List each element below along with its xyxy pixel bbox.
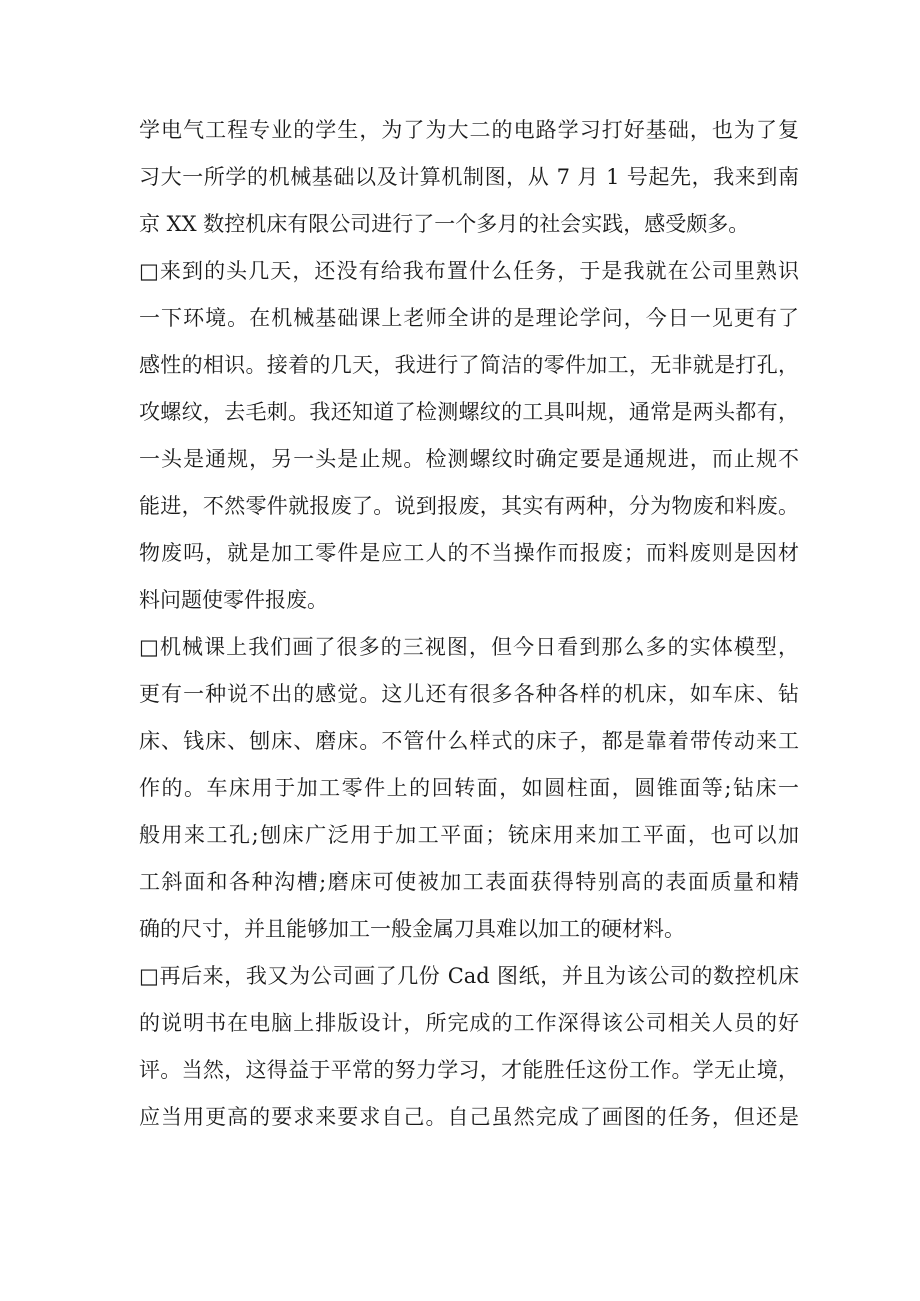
text-line: 学电气工程专业的学生，为了为大二的电路学习打好基础，也为了复 (139, 118, 799, 142)
text-line: □再后来，我又为公司画了几份 Cad 图纸，并且为该公司的数控机床 (139, 964, 799, 988)
body-text (139, 107, 799, 1141)
text-line: 更有一种说不出的感觉。这儿还有很多各种各样的机床，如车床、钻 (139, 682, 799, 706)
text-line: 一头是通规，另一头是止规。检测螺纹时确定要是通规进，而止规不 (139, 447, 799, 471)
text-line: 能进，不然零件就报废了。说到报废，其实有两种，分为物废和料废。 (139, 494, 799, 518)
text-line: 评。当然，这得益于平常的努力学习，才能胜任这份工作。学无止境， (139, 1058, 799, 1082)
text-line: 作的。车床用于加工零件上的回转面，如圆柱面，圆锥面等;钻床一 (139, 776, 799, 800)
text-line: 京 XX 数控机床有限公司进行了一个多月的社会实践，感受颇多。 (139, 212, 750, 236)
text-line: 料问题使零件报废。 (139, 588, 328, 612)
text-line: 习大一所学的机械基础以及计算机制图，从 7 月 1 号起先，我来到南 (139, 165, 799, 189)
text-line: 感性的相识。接着的几天，我进行了简洁的零件加工，无非就是打孔， (139, 353, 799, 377)
text-line: 般用来工孔;刨床广泛用于加工平面；铳床用来加工平面，也可以加 (139, 823, 799, 847)
text-line: 攻螺纹，去毛刺。我还知道了检测螺纹的工具叫规，通常是两头都有， (139, 400, 799, 424)
text-line: 物废吗，就是加工零件是应工人的不当操作而报废；而料废则是因材 (139, 541, 799, 565)
text-line: 的说明书在电脑上排版设计，所完成的工作深得该公司相关人员的好 (139, 1011, 799, 1035)
text-line: 床、钱床、刨床、磨床。不管什么样式的床子，都是靠着带传动来工 (139, 729, 799, 753)
text-line: 一下环境。在机械基础课上老师全讲的是理论学问，今日一见更有了 (139, 306, 799, 330)
text-line: 应当用更高的要求来要求自己。自己虽然完成了画图的任务，但还是 (139, 1105, 799, 1129)
text-line: □机械课上我们画了很多的三视图，但今日看到那么多的实体模型， (139, 635, 799, 659)
text-line: 工斜面和各种沟槽;磨床可使被加工表面获得特别高的表面质量和精 (139, 870, 799, 894)
text-line: □来到的头几天，还没有给我布置什么任务，于是我就在公司里熟识 (139, 259, 799, 283)
text-line: 确的尺寸，并且能够加工一般金属刀具难以加工的硬材料。 (139, 917, 685, 941)
